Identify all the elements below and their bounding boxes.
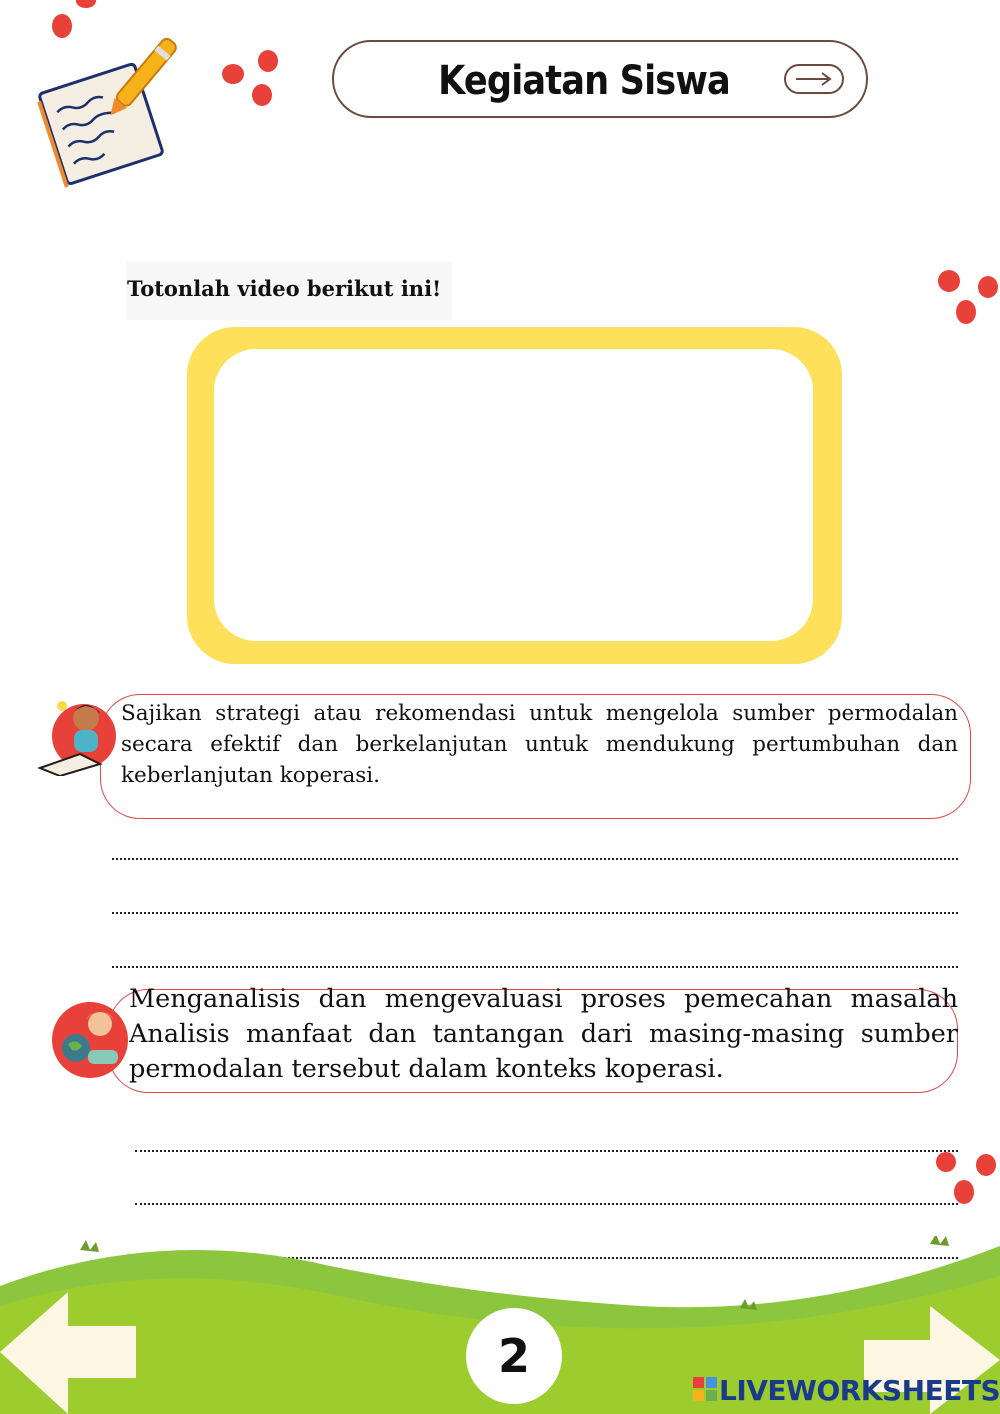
page-title: Kegiatan Siswa	[438, 58, 730, 104]
student-reading-icon	[36, 692, 120, 776]
decoration-dot	[976, 1154, 996, 1176]
video-player[interactable]	[214, 349, 813, 641]
decoration-dot	[936, 1152, 956, 1172]
decoration-dot	[258, 50, 278, 72]
page-number: 2	[466, 1308, 562, 1404]
student-globe-icon	[48, 1000, 132, 1080]
answer-line[interactable]	[135, 1203, 958, 1205]
left-arrow-icon[interactable]	[0, 1292, 140, 1414]
answer-line[interactable]	[112, 858, 958, 860]
decoration-dot	[76, 0, 96, 8]
instruction-text: Totonlah video berikut ini!	[127, 276, 442, 301]
decoration-dot	[956, 300, 976, 324]
answer-line[interactable]	[112, 966, 958, 968]
decoration-dot	[252, 84, 272, 106]
question-text: Menganalisis dan mengevaluasi proses pemecahan masalah Analisis manfaat dan tantangan dari masing-masing sumber permodalan tersebut dalam konteks koperasi.	[129, 984, 958, 1084]
decoration-dot	[954, 1180, 974, 1204]
watermark-text: LIVEWORKSHEETS	[719, 1374, 1000, 1407]
notebook-pen-icon	[20, 20, 190, 190]
decoration-dot	[938, 270, 960, 292]
liveworksheets-logo-icon	[693, 1377, 717, 1401]
answer-line[interactable]	[112, 912, 958, 914]
decoration-dot	[222, 64, 244, 84]
answer-line[interactable]	[135, 1150, 958, 1152]
decoration-dot	[978, 276, 998, 298]
question-text: Sajikan strategi atau rekomendasi untuk mengelola sumber permodalan secara efektif dan berkelanjutan untuk mendukung pertumbuhan dan keberlanjutan koperasi.	[121, 701, 958, 788]
title-banner	[332, 40, 868, 118]
right-arrow-icon	[784, 64, 844, 94]
